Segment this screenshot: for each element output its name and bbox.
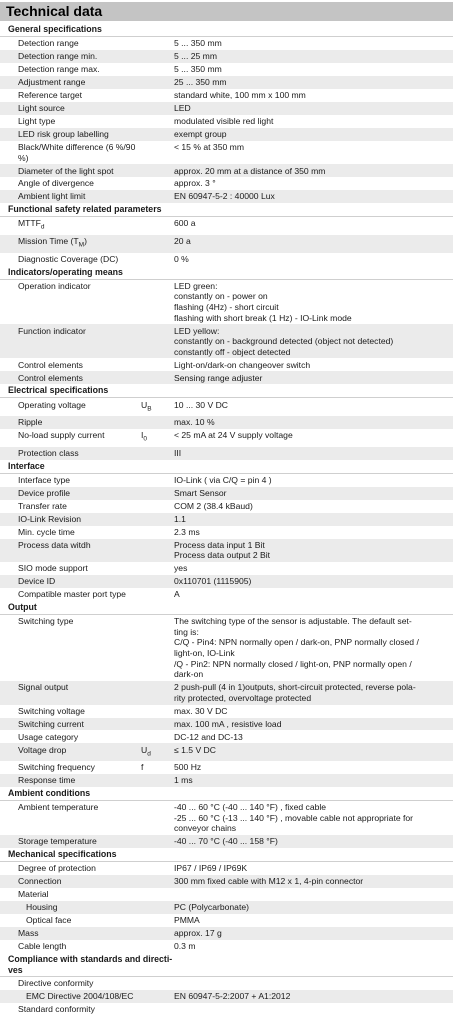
spec-row bbox=[0, 927, 453, 940]
spec-row bbox=[0, 128, 453, 141]
spec-label: Detection range min. bbox=[18, 51, 98, 62]
spec-label: Black/White difference (6 %/90 %) bbox=[18, 141, 136, 163]
spec-value: ≤ 1.5 V DC bbox=[174, 744, 216, 755]
spec-label: Standard conformity bbox=[18, 1004, 95, 1015]
spec-label: Transfer rate bbox=[18, 500, 67, 511]
spec-symbol bbox=[141, 103, 174, 114]
spec-label: Control elements bbox=[18, 359, 83, 370]
spec-row bbox=[0, 371, 453, 384]
spec-label: Interface type bbox=[18, 474, 71, 485]
spec-value: Process data input 1 Bit Process data output 2 Bit bbox=[174, 539, 271, 561]
spec-row bbox=[0, 37, 453, 50]
spec-value: 5 ... 25 mm bbox=[174, 51, 217, 62]
spec-label: Detection range max. bbox=[18, 64, 100, 75]
spec-row bbox=[0, 416, 453, 429]
section-heading: Compliance with standards and directi- ves bbox=[0, 954, 453, 977]
spec-label: Control elements bbox=[18, 372, 83, 383]
spec-row bbox=[0, 681, 453, 705]
spec-row bbox=[0, 862, 453, 875]
spec-symbol bbox=[141, 51, 174, 62]
section-heading: Output bbox=[0, 602, 453, 615]
spec-value: Smart Sensor bbox=[174, 487, 227, 498]
spec-symbol bbox=[141, 90, 174, 101]
spec-symbol bbox=[141, 236, 174, 251]
spec-value: 2 push-pull (4 in 1)outputs, short-circuit protected, reverse pola- rity protected, overvoltage protected bbox=[174, 682, 416, 703]
spec-value: 10 ... 30 V DC bbox=[174, 399, 228, 410]
spec-value: < 25 mA at 24 V supply voltage bbox=[174, 430, 293, 441]
spec-row bbox=[0, 324, 453, 358]
spec-row bbox=[0, 190, 453, 203]
spec-symbol bbox=[141, 360, 174, 371]
spec-label: Ambient temperature bbox=[18, 802, 99, 813]
spec-label: Switching current bbox=[18, 718, 84, 729]
spec-value bbox=[174, 978, 442, 989]
section bbox=[0, 385, 453, 459]
section bbox=[0, 849, 453, 953]
spec-label: EMC Directive 2004/108/EC bbox=[26, 991, 134, 1002]
spec-row bbox=[0, 280, 453, 325]
spec-symbol bbox=[141, 326, 174, 358]
spec-row bbox=[0, 615, 453, 681]
spec-value bbox=[174, 1004, 442, 1015]
spec-symbol: $I_0$ bbox=[141, 430, 148, 443]
spec-symbol bbox=[141, 902, 174, 913]
sections-container bbox=[0, 24, 453, 1016]
spec-label: Switching voltage bbox=[18, 705, 85, 716]
spec-row bbox=[0, 990, 453, 1003]
spec-value: -40 ... 60 °C (-40 ... 140 °F) , fixed cable -25 ... 60 °C (-13 ... 140 °F) , movable cable not appropriate for conveyor chains bbox=[174, 802, 414, 834]
spec-value: 0x110701 (1115905) bbox=[174, 576, 252, 587]
spec-label: Mission Time $(T_M)$ bbox=[18, 236, 87, 249]
spec-label: Housing bbox=[26, 902, 58, 913]
spec-row bbox=[0, 141, 453, 165]
spec-row bbox=[0, 177, 453, 190]
spec-row bbox=[0, 500, 453, 513]
spec-value: The switching type of the sensor is adjustable. The default set- ting is: C/Q - Pin4: NPN normally open / dark-on, PNP normally closed / light-on, IO-Link /Q - Pin2: NPN normally closed / light-on, PNP normally open / dark-on bbox=[174, 616, 419, 680]
spec-symbol bbox=[141, 64, 174, 75]
spec-value: PC (Polycarbonate) bbox=[174, 902, 249, 913]
spec-symbol bbox=[141, 77, 174, 88]
spec-label: SIO mode support bbox=[18, 563, 88, 574]
spec-symbol bbox=[141, 941, 174, 952]
page-title: Technical data bbox=[0, 2, 453, 21]
spec-value: yes bbox=[174, 563, 188, 574]
spec-label: Cable length bbox=[18, 941, 67, 952]
spec-row bbox=[0, 730, 453, 743]
spec-label: Ambient light limit bbox=[18, 191, 86, 202]
spec-label: Function indicator bbox=[18, 325, 86, 336]
spec-value: EN 60947-5-2 : 40000 Lux bbox=[174, 191, 275, 202]
spec-symbol bbox=[141, 417, 174, 428]
spec-value: Light-on/dark-on changeover switch bbox=[174, 359, 311, 370]
spec-symbol bbox=[141, 38, 174, 49]
spec-row bbox=[0, 358, 453, 371]
spec-label: Light type bbox=[18, 116, 56, 126]
section-heading: Functional safety related parameters bbox=[0, 204, 453, 217]
spec-symbol bbox=[141, 876, 174, 887]
spec-label: Operating voltage bbox=[18, 399, 86, 410]
spec-row bbox=[0, 875, 453, 888]
spec-symbol: $U_B$ bbox=[141, 399, 152, 413]
spec-value: IP67 / IP69 / IP69K bbox=[174, 863, 248, 874]
spec-value: 1.1 bbox=[174, 513, 186, 524]
spec-value: modulated visible red light bbox=[174, 116, 274, 126]
spec-label: IO-Link Revision bbox=[18, 513, 82, 524]
spec-label: Optical face bbox=[26, 915, 72, 926]
spec-value: 0.3 m bbox=[174, 941, 196, 952]
section bbox=[0, 788, 453, 848]
spec-symbol bbox=[141, 589, 174, 600]
spec-row bbox=[0, 888, 453, 901]
spec-label: Compatible master port type bbox=[18, 589, 126, 600]
spec-symbol bbox=[141, 129, 174, 140]
spec-row bbox=[0, 76, 453, 89]
spec-row bbox=[0, 801, 453, 835]
spec-row bbox=[0, 743, 453, 761]
spec-symbol bbox=[141, 218, 174, 233]
spec-value: approx. 17 g bbox=[174, 928, 222, 939]
spec-symbol bbox=[141, 178, 174, 189]
spec-value: LED yellow: constantly on - background detected (object not detected) constantly off - object detected bbox=[174, 325, 394, 357]
spec-value: exempt group bbox=[174, 128, 227, 139]
spec-symbol bbox=[141, 732, 174, 743]
spec-label: Operation indicator bbox=[18, 280, 91, 291]
spec-row bbox=[0, 115, 453, 128]
spec-row bbox=[0, 63, 453, 76]
spec-label: Switching frequency bbox=[18, 762, 95, 773]
spec-value: approx. 3 ° bbox=[174, 178, 216, 189]
spec-symbol bbox=[141, 501, 174, 512]
spec-label: Voltage drop bbox=[18, 744, 67, 755]
spec-symbol bbox=[141, 488, 174, 499]
section-heading: Ambient conditions bbox=[0, 788, 453, 801]
spec-value: EN 60947-5-2:2007 + A1:2012 bbox=[174, 991, 291, 1002]
spec-symbol bbox=[141, 889, 174, 900]
spec-value: COM 2 (38.4 kBaud) bbox=[174, 500, 253, 511]
spec-symbol bbox=[141, 682, 174, 703]
spec-symbol bbox=[141, 775, 174, 786]
spec-label: Light source bbox=[18, 103, 65, 114]
spec-symbol bbox=[141, 281, 174, 323]
spec-row bbox=[0, 588, 453, 601]
spec-row bbox=[0, 562, 453, 575]
spec-symbol bbox=[141, 863, 174, 874]
section bbox=[0, 461, 453, 601]
spec-row bbox=[0, 474, 453, 487]
spec-symbol bbox=[141, 191, 174, 202]
spec-label: Response time bbox=[18, 775, 76, 786]
spec-row bbox=[0, 253, 453, 266]
spec-row bbox=[0, 774, 453, 787]
spec-row bbox=[0, 447, 453, 460]
spec-label: Angle of divergence bbox=[18, 178, 94, 189]
spec-row bbox=[0, 217, 453, 235]
spec-value: LED green: constantly on - power on flashing (4Hz) - short circuit flashing with short break (1 Hz) - IO-Link mode bbox=[174, 280, 352, 323]
spec-row bbox=[0, 89, 453, 102]
spec-label: Device profile bbox=[18, 487, 71, 498]
spec-label: Reference target bbox=[18, 90, 83, 101]
spec-row bbox=[0, 977, 453, 990]
section bbox=[0, 267, 453, 385]
spec-symbol bbox=[141, 527, 174, 538]
spec-row bbox=[0, 398, 453, 416]
spec-label: Signal output bbox=[18, 682, 69, 693]
spec-symbol bbox=[141, 448, 174, 459]
spec-symbol bbox=[141, 576, 174, 587]
spec-label: Degree of protection bbox=[18, 863, 96, 874]
spec-symbol bbox=[141, 373, 174, 384]
spec-row bbox=[0, 539, 453, 563]
spec-row bbox=[0, 705, 453, 718]
spec-symbol bbox=[141, 116, 174, 127]
spec-label: Ripple bbox=[18, 417, 43, 428]
spec-value: LED bbox=[174, 103, 191, 114]
spec-row bbox=[0, 513, 453, 526]
spec-row bbox=[0, 835, 453, 848]
spec-row bbox=[0, 940, 453, 953]
spec-row bbox=[0, 429, 453, 447]
spec-symbol: $U_d$ bbox=[141, 744, 151, 758]
spec-value: 20 a bbox=[174, 236, 191, 247]
spec-symbol bbox=[141, 166, 174, 177]
spec-row bbox=[0, 526, 453, 539]
spec-value: max. 30 V DC bbox=[174, 705, 228, 716]
spec-value: PMMA bbox=[174, 915, 200, 926]
section-heading: Mechanical specifications bbox=[0, 849, 453, 862]
spec-label: Directive conformity bbox=[18, 978, 94, 989]
spec-value: < 15 % at 350 mm bbox=[174, 141, 244, 152]
spec-label: Storage temperature bbox=[18, 836, 97, 847]
spec-label: Material bbox=[18, 889, 49, 900]
spec-value: standard white, 100 mm x 100 mm bbox=[174, 90, 306, 101]
spec-symbol bbox=[141, 991, 174, 1002]
spec-label: Mass bbox=[18, 928, 39, 939]
spec-value: 5 ... 350 mm bbox=[174, 38, 222, 49]
section-heading: Electrical specifications bbox=[0, 385, 453, 398]
spec-label: Process data witdh bbox=[18, 539, 91, 550]
spec-value: 2.3 ms bbox=[174, 526, 200, 537]
spec-row bbox=[0, 50, 453, 63]
spec-value: 5 ... 350 mm bbox=[174, 64, 222, 75]
spec-label: Detection range bbox=[18, 38, 79, 49]
spec-label: No-load supply current bbox=[18, 430, 105, 441]
spec-value: 1 ms bbox=[174, 775, 193, 786]
spec-value: -40 ... 70 °C (-40 ... 158 °F) bbox=[174, 836, 278, 847]
spec-label: Protection class bbox=[18, 447, 79, 458]
spec-symbol bbox=[141, 540, 174, 561]
spec-label: LED risk group labelling bbox=[18, 128, 109, 139]
spec-symbol bbox=[141, 475, 174, 486]
spec-value: III bbox=[174, 447, 182, 458]
section bbox=[0, 954, 453, 1016]
spec-value: approx. 20 mm at a distance of 350 mm bbox=[174, 165, 326, 176]
spec-symbol bbox=[141, 836, 174, 847]
spec-symbol bbox=[141, 514, 174, 525]
spec-label: Diameter of the light spot bbox=[18, 165, 114, 176]
spec-label: Switching type bbox=[18, 616, 74, 627]
spec-symbol bbox=[141, 254, 174, 265]
spec-label: Diagnostic Coverage (DC) bbox=[18, 253, 119, 264]
spec-value: A bbox=[174, 589, 180, 600]
spec-value: Sensing range adjuster bbox=[174, 372, 263, 383]
section bbox=[0, 602, 453, 787]
spec-row bbox=[0, 718, 453, 731]
spec-row bbox=[0, 487, 453, 500]
spec-value: IO-Link ( via C/Q = pin 4 ) bbox=[174, 474, 272, 485]
spec-value: max. 100 mA , resistive load bbox=[174, 718, 282, 729]
spec-row bbox=[0, 235, 453, 253]
spec-value bbox=[174, 889, 442, 900]
spec-value: 600 a bbox=[174, 218, 196, 229]
spec-symbol bbox=[141, 802, 174, 834]
spec-symbol bbox=[141, 1004, 174, 1015]
spec-row bbox=[0, 761, 453, 774]
spec-row bbox=[0, 914, 453, 927]
section-heading: Indicators/operating means bbox=[0, 267, 453, 280]
spec-symbol bbox=[141, 978, 174, 989]
spec-value: 300 mm fixed cable with M12 x 1, 4-pin connector bbox=[174, 876, 364, 887]
spec-row bbox=[0, 901, 453, 914]
section bbox=[0, 204, 453, 265]
spec-label: Device ID bbox=[18, 576, 56, 587]
spec-symbol bbox=[141, 915, 174, 926]
spec-symbol bbox=[141, 563, 174, 574]
spec-symbol bbox=[141, 706, 174, 717]
spec-label: Adjustment range bbox=[18, 77, 86, 88]
spec-row bbox=[0, 575, 453, 588]
spec-label: Min. cycle time bbox=[18, 526, 75, 537]
section-heading: General specifications bbox=[0, 24, 453, 37]
spec-symbol bbox=[141, 142, 174, 163]
spec-symbol bbox=[141, 616, 174, 680]
spec-value: 500 Hz bbox=[174, 762, 202, 773]
spec-value: max. 10 % bbox=[174, 417, 215, 428]
spec-symbol: f bbox=[141, 762, 144, 773]
spec-value: 0 % bbox=[174, 253, 189, 264]
spec-label: Connection bbox=[18, 876, 62, 887]
spec-label: $MTTF_d$ bbox=[18, 218, 45, 232]
spec-row bbox=[0, 102, 453, 115]
spec-row bbox=[0, 164, 453, 177]
spec-value: 25 ... 350 mm bbox=[174, 77, 227, 88]
spec-symbol bbox=[141, 719, 174, 730]
spec-value: DC-12 and DC-13 bbox=[174, 731, 243, 742]
section bbox=[0, 24, 453, 203]
spec-row bbox=[0, 1003, 453, 1016]
spec-symbol bbox=[141, 928, 174, 939]
spec-label: Usage category bbox=[18, 731, 79, 742]
section-heading: Interface bbox=[0, 461, 453, 474]
